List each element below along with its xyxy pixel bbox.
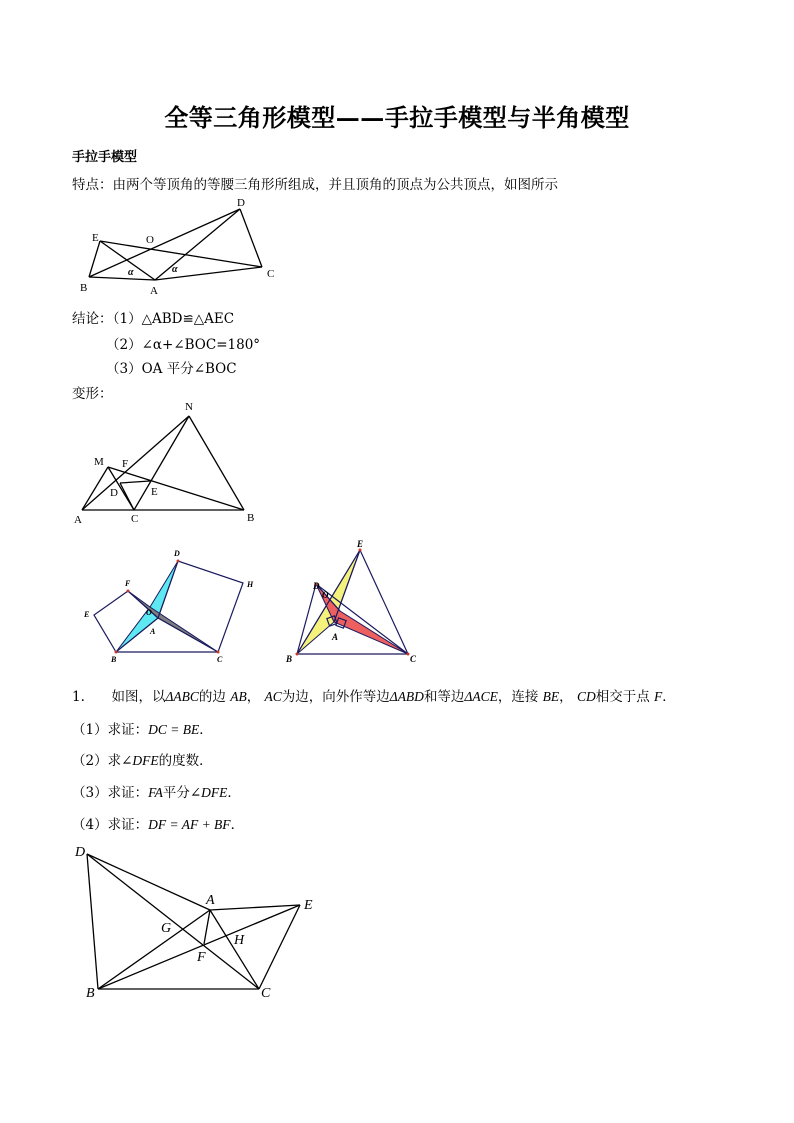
fig3-label-A: A	[150, 627, 156, 636]
fig3-label-E: E	[84, 610, 90, 619]
subq4-math: DF = AF + BF	[148, 817, 231, 832]
fig5-label-H: H	[234, 933, 245, 948]
fig2-label-B: B	[247, 512, 255, 524]
fig2-label-C: C	[131, 513, 139, 525]
subq3-prefix: （3）求证：	[72, 785, 149, 801]
problem-t2: 的边	[198, 689, 226, 705]
feature-text: 特点：由两个等顶角的等腰三角形所组成，并且顶角的顶点为公共顶点，如图所示	[72, 177, 558, 193]
conclusion-3: （3）OA 平分∠BOC	[106, 361, 237, 377]
subq2-math: DFE	[132, 753, 159, 768]
fig5-label-E: E	[304, 898, 313, 913]
page-title: 全等三角形模型——手拉手模型与半角模型	[164, 103, 630, 132]
fig5-label-B: B	[86, 986, 95, 1001]
subq2-prefix: （2）求∠	[72, 753, 133, 769]
fig1-label-D: D	[237, 197, 245, 209]
problem-number: 1.	[72, 689, 85, 705]
subq1-suffix: ．	[199, 722, 213, 738]
fig1-label-E: E	[92, 232, 99, 244]
subq3-suffix: ．	[227, 785, 241, 801]
problem-t3: 为边，向外作等边	[281, 689, 390, 705]
fig1-label-B: B	[80, 282, 88, 294]
fig4-label-E: E	[357, 539, 364, 549]
conclusion-label: 结论：	[72, 311, 113, 327]
fig1-label-A: A	[150, 285, 158, 297]
fig3-label-O: O	[146, 608, 152, 617]
problem-intro: 如图，以	[111, 689, 166, 705]
problem-tri-abd: ΔABD	[389, 689, 424, 704]
problem-be: BE	[542, 689, 560, 704]
fig2-label-M: M	[94, 456, 104, 468]
subq1-math: DC = BE	[148, 722, 200, 737]
problem-t5: ，连接	[497, 689, 539, 705]
fig2-label-D: D	[110, 487, 118, 499]
variant-label: 变形：	[72, 386, 113, 402]
conclusion-1: （1）△ABD≌△AEC	[106, 311, 235, 327]
fig1-label-O: O	[146, 234, 154, 246]
problem-tri-ace: ΔACE	[464, 689, 498, 704]
problem-ac: AC	[264, 689, 282, 704]
subq4-suffix: ．	[230, 817, 245, 833]
problem-t6: 相交于点	[595, 689, 650, 705]
fig1-label-alpha2: α	[172, 264, 178, 275]
fig5-label-G: G	[161, 921, 172, 936]
subq3-math2: DFE	[201, 785, 228, 800]
problem-cd: CD	[576, 689, 596, 704]
fig2-label-E: E	[151, 486, 158, 498]
fig1-label-C: C	[267, 268, 275, 280]
subq1-prefix: （1）求证：	[72, 722, 149, 738]
fig4-label-A: A	[332, 632, 339, 642]
problem-period: ．	[662, 689, 676, 705]
fig3-label-H: H	[247, 580, 254, 589]
subq3-mid: 平分∠	[162, 785, 202, 801]
fig2-label-F: F	[122, 458, 129, 470]
fig3-label-F: F	[125, 579, 131, 588]
subq4-prefix: （4）求证：	[72, 817, 149, 833]
fig4-label-O: O	[322, 590, 329, 600]
conclusion-2: （2）∠α+∠BOC=180°	[106, 337, 261, 353]
fig3-label-D: D	[174, 549, 180, 558]
problem-tri-abc: ΔABC	[165, 689, 199, 704]
fig4-label-C: C	[410, 654, 417, 664]
fig4-label-D: D	[313, 581, 320, 591]
problem-sep1: ，	[246, 689, 261, 705]
problem-ab: AB	[230, 689, 247, 704]
fig3-label-C: C	[217, 655, 223, 664]
fig2-label-A: A	[74, 514, 82, 526]
fig4-label-B: B	[286, 654, 293, 664]
problem-t4: 和等边	[423, 689, 465, 705]
problem-f: F	[654, 689, 663, 704]
problem-sep2: ，	[559, 689, 573, 705]
section-title: 手拉手模型	[72, 150, 138, 165]
fig5-label-C: C	[261, 986, 271, 1001]
fig1-label-alpha1: α	[128, 267, 134, 278]
fig2-label-N: N	[185, 401, 193, 413]
fig5-label-F: F	[197, 950, 206, 965]
fig5-label-A: A	[206, 893, 215, 908]
subq3-math: FA	[148, 785, 163, 800]
subq2-suffix: 的度数．	[158, 753, 213, 769]
fig3-label-B: B	[111, 655, 117, 664]
fig5-label-D: D	[75, 845, 86, 860]
